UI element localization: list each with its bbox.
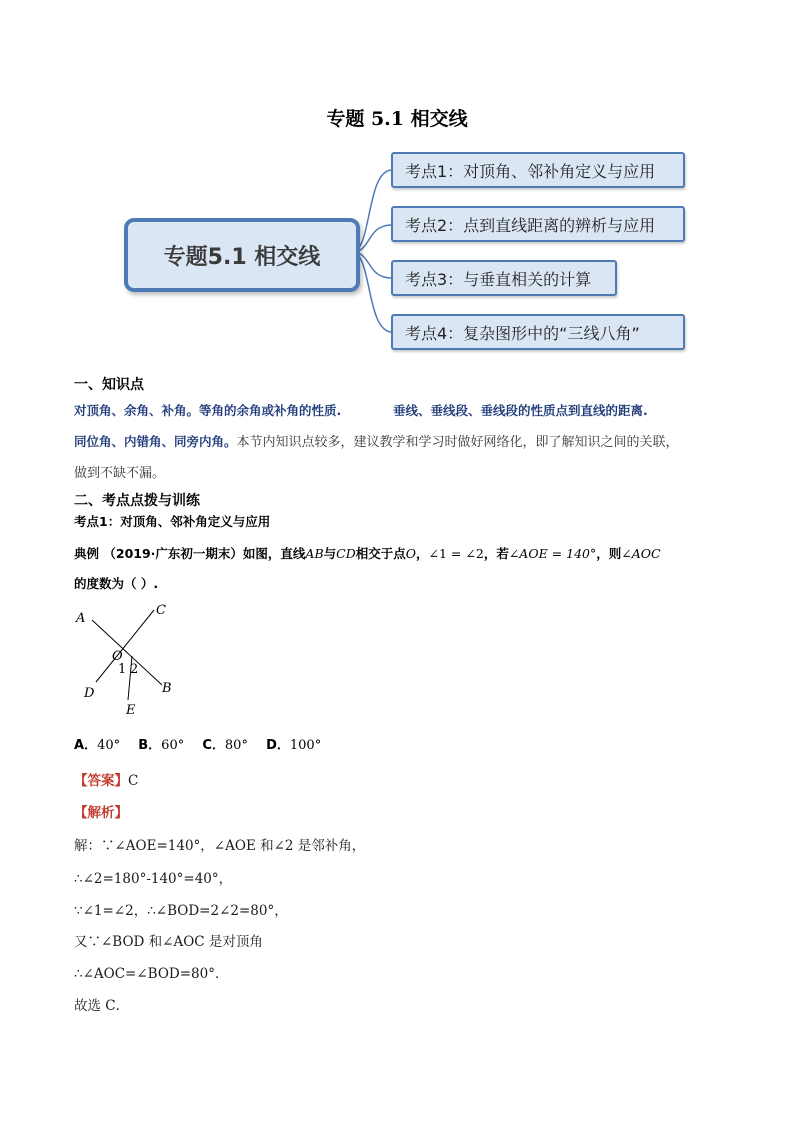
angle-aoc: ∠AOC	[621, 546, 661, 561]
label-angle-2: 2	[130, 662, 139, 677]
knowledge-line-2-blue: 同位角、内错角、同旁内角。	[74, 434, 237, 449]
option-d-value: 100°	[289, 738, 322, 753]
section-heading-knowledge: 一、知识点	[74, 377, 144, 393]
analysis-line-6: 故选 C．	[74, 998, 130, 1014]
mindmap-node-1: 考点1：对顶角、邻补角定义与应用	[391, 152, 685, 188]
label-o: O	[112, 649, 123, 664]
label-a: A	[76, 611, 86, 626]
analysis-line-2: ∴∠2=180°-140°=40°，	[74, 871, 233, 887]
analysis-line-3: ∵∠1=∠2，∴∠BOD=2∠2=80°，	[74, 903, 288, 919]
analysis-line-1: 解：∵∠AOE=140°，∠AOE 和∠2 是邻补角，	[74, 838, 366, 854]
option-d-key: D．	[266, 738, 290, 753]
line-ab-segment	[92, 620, 162, 685]
mindmap-node-4: 考点4：复杂图形中的“三线八角”	[391, 314, 685, 350]
label-b: B	[162, 681, 172, 696]
label-angle-1: 1	[118, 662, 127, 677]
page-title: 专题 5.1 相交线	[326, 108, 468, 130]
answer-value: C	[128, 773, 139, 789]
option-a-value: 40°	[97, 738, 121, 753]
analysis-label: 【解析】	[74, 805, 128, 821]
text-ze: ，则	[596, 546, 622, 561]
example-question-line-2: 的度数为（ ）.	[74, 576, 159, 591]
text-ruo: ，若	[483, 546, 509, 561]
analysis-line-4: 又∵∠BOD 和∠AOC 是对顶角	[74, 934, 263, 950]
knowledge-line-2	[74, 431, 679, 450]
intersecting-lines-figure	[70, 600, 190, 720]
mindmap-node-3: 考点3：与垂直相关的计算	[391, 260, 617, 296]
label-c: C	[156, 603, 166, 618]
option-c-key: C．	[202, 738, 225, 753]
text-intersect: 相交于点	[355, 546, 406, 561]
answer-options	[74, 734, 321, 753]
label-d: D	[84, 686, 95, 701]
line-cd: CD	[336, 546, 356, 561]
topic-1-heading: 考点1：对顶角、邻补角定义与应用	[74, 514, 271, 529]
section-heading-training: 二、考点点拨与训练	[74, 493, 200, 509]
example-label: 典例	[74, 546, 100, 561]
option-c-value: 80°	[224, 738, 248, 753]
mindmap-node-2: 考点2：点到直线距离的辨析与应用	[391, 206, 685, 242]
example-source: （2019·广东初一期末）如图，直线	[103, 546, 306, 561]
angle-aoe: ∠AOE = 140°	[508, 546, 597, 561]
option-b-key: B．	[138, 738, 162, 753]
line-ab: AB	[305, 546, 324, 561]
text-comma: ，	[416, 546, 429, 561]
text-yu: 与	[323, 546, 337, 561]
analysis-line-5: ∴∠AOC=∠BOD=80°．	[74, 966, 229, 982]
knowledge-line-1a: 对顶角、余角、补角。等角的余角或补角的性质.	[74, 403, 342, 418]
knowledge-line-2-rest: 本节内知识点较多，建议教学和学习时做好网络化，即了解知识之间的关联，	[236, 435, 679, 450]
example-question-line-1	[74, 544, 661, 562]
point-o: O	[405, 546, 417, 561]
answer-label: 【答案】	[74, 773, 128, 789]
answer-row	[74, 769, 138, 789]
option-b-value: 60°	[161, 738, 185, 753]
angle-equality: ∠1 = ∠2	[428, 546, 484, 561]
option-a-key: A．	[74, 738, 98, 753]
knowledge-line-1b: 垂线、垂线段、垂线段的性质点到直线的距离.	[393, 403, 648, 418]
mindmap-root: 专题5.1 相交线	[124, 218, 360, 292]
label-e: E	[126, 703, 136, 718]
knowledge-line-3: 做到不缺不漏。	[74, 466, 166, 481]
